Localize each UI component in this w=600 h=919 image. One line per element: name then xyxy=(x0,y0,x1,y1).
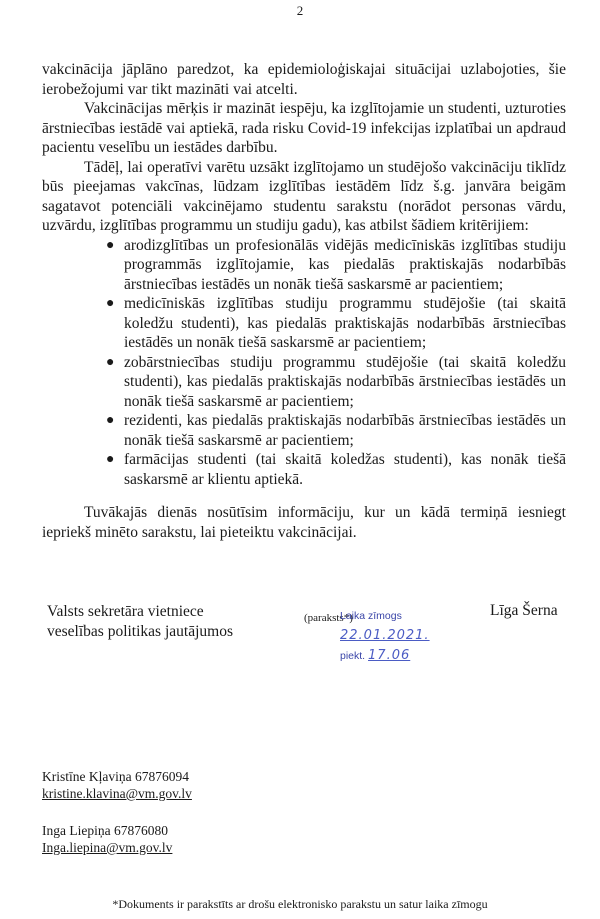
stamp-receipt-label: piekt. xyxy=(340,650,366,662)
signatory-title xyxy=(47,602,233,642)
list-item xyxy=(106,411,566,450)
paragraph-1: vakcinācija jāplāno paredzot, ka epidemioloģiskajai situācijai uzlabojoties, šie ierobežojumi var tikt mazināti vai atcelti. xyxy=(42,61,566,98)
bullet-icon: ● xyxy=(106,354,115,370)
bullet-icon: ● xyxy=(106,296,115,311)
list-item xyxy=(106,353,566,412)
contact-name-phone: Kristīne Kļaviņa 67876094 xyxy=(42,769,189,784)
criteria-text: zobārstniecības studiju programmu studējošie (tai skaitā koledžu studenti), kas piedalās praktiskajās nodarbībās ārstniecības iestādēs un nonāk tiešā saskarsmē ar pacientiem; xyxy=(124,353,566,410)
list-item xyxy=(106,236,566,295)
signature-block xyxy=(42,602,572,663)
signature-mark: (paraksts*) xyxy=(304,612,353,624)
paragraph-2: Vakcinācijas mērķis ir mazināt iespēju, ka izglītojamie un studenti, uzturoties ārstniecības iestādē vai aptiekā, rada risku Covid-19 infekcijas izplatībai un apdraud pacientu veselību un iestādes darbību. xyxy=(42,100,566,156)
stamp-time-label: Laika zīmogs xyxy=(340,610,402,622)
list-item xyxy=(106,294,566,353)
letter-body xyxy=(42,60,566,542)
signatory-name: Līga Šerna xyxy=(490,602,558,619)
stamp-time-value: 22.01.2021. xyxy=(340,628,430,643)
time-stamp xyxy=(340,606,490,666)
criteria-text: medicīniskās izglītības studiju programmu studējošie (tai skaitā koledžu studenti), kas piedalās praktiskajās nodarbībās ārstniecības iestādēs un nonāk tiešā saskarsmē ar pacientiem; xyxy=(124,295,566,351)
title-line-2: veselības politikas jautājumos xyxy=(47,623,233,640)
bullet-icon: ● xyxy=(106,413,115,428)
contact-email-link[interactable]: Inga.liepina@vm.gov.lv xyxy=(42,840,173,855)
list-item xyxy=(106,450,566,489)
contact-email-link[interactable]: kristine.klavina@vm.gov.lv xyxy=(42,786,192,801)
criteria-text: farmācijas studenti (tai skaitā koledžas studenti), kas nonāk tiešā saskarsmē ar klientu aptiekā. xyxy=(124,451,566,488)
criteria-text: rezidenti, kas piedalās praktiskajās nodarbībās ārstniecības iestādēs un nonāk tiešā saskarsmē ar pacientiem; xyxy=(124,412,566,449)
title-line-1: Valsts sekretāra vietniece xyxy=(47,603,204,620)
closing-paragraph: Tuvākajās dienās nosūtīsim informāciju, kur un kādā termiņā iesniegt iepriekš minēto sarakstu, lai pieteiktu vakcinācijai. xyxy=(42,504,566,541)
page-number: 2 xyxy=(296,3,304,18)
criteria-list xyxy=(42,236,566,490)
footnote: *Dokuments ir parakstīts ar drošu elektronisko parakstu un satur laika zīmogu xyxy=(112,897,488,911)
contact-2 xyxy=(42,822,172,856)
bullet-icon: ● xyxy=(106,237,115,253)
contact-1 xyxy=(42,768,192,802)
stamp-receipt-value: 17.06 xyxy=(368,648,411,663)
contact-name-phone: Inga Liepiņa 67876080 xyxy=(42,823,168,838)
bullet-icon: ● xyxy=(106,452,115,467)
paragraph-3: Tādēļ, lai operatīvi varētu uzsākt izglītojamo un studējošo vakcināciju tiklīdz būs pieejamas vakcīnas, lūdzam izglītības iestādēm līdz š.g. janvāra beigām sagatavot potenciāli vakcinējamo studentu sarakstu (norādot personas vārdu, uzvārdu, izglītības programmu un studiju gadu), kas atbilst šādiem kritērijiem: xyxy=(42,158,566,234)
criteria-text: arodizglītības un profesionālās vidējās medicīniskās izglītības studiju programmās izglītojamie, kas piedalās praktiskajās nodarbībās ārstniecības iestādēs un nonāk tiešā saskarsmē ar pacientiem; xyxy=(124,236,566,293)
